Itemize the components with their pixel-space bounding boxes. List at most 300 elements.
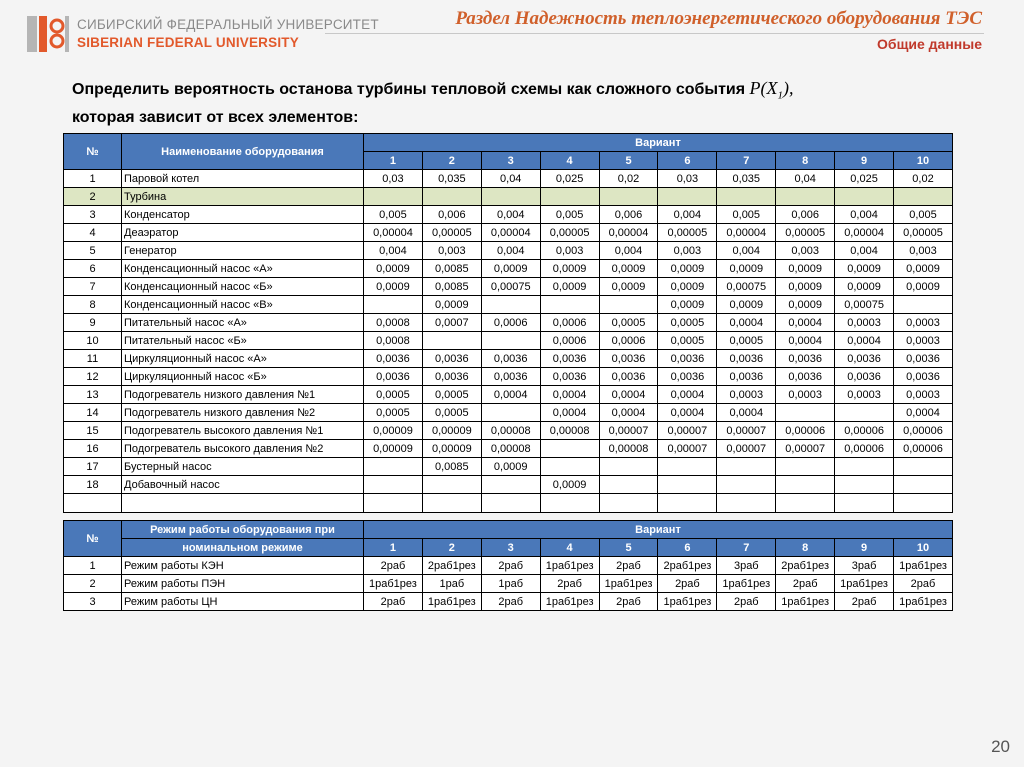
failure-value [658,476,717,494]
failure-value: 0,0009 [776,296,835,314]
mode-value: 1раб1рез [540,593,599,611]
failure-value: 0,0036 [835,350,894,368]
mode-value: 2раб [599,593,658,611]
failure-value: 0,00005 [894,224,953,242]
failure-value: 0,0009 [658,278,717,296]
table-row [64,224,953,242]
failure-value: 0,0036 [422,368,481,386]
empty-cell [599,494,658,513]
failure-value: 0,00075 [835,296,894,314]
empty-cell [122,494,364,513]
table-row [64,314,953,332]
failure-value [364,188,423,206]
failure-value: 0,00006 [835,422,894,440]
failure-value: 0,0036 [364,350,423,368]
empty-cell [894,494,953,513]
mode-value: 1раб [481,575,540,593]
failure-value: 0,004 [364,242,423,260]
equipment-name: Питательный насос «Б» [122,332,364,350]
failure-value: 0,0003 [894,332,953,350]
row-number: 1 [64,557,122,575]
mode-name: Режим работы ЦН [122,593,364,611]
mode-value: 3раб [835,557,894,575]
failure-value: 0,0085 [422,458,481,476]
mode-value: 1раб1рез [835,575,894,593]
equipment-name: Конденсатор [122,206,364,224]
failure-value: 0,03 [658,170,717,188]
failure-value [894,458,953,476]
failure-value: 0,00004 [717,224,776,242]
failure-value [422,476,481,494]
header-mode-line1: Режим работы оборудования при [122,521,364,539]
failure-value [894,188,953,206]
row-number: 3 [64,593,122,611]
failure-value: 0,0036 [540,368,599,386]
table-row [64,368,953,386]
empty-cell [422,494,481,513]
failure-value: 0,0009 [835,278,894,296]
empty-cell [776,494,835,513]
failure-value [658,188,717,206]
equipment-name: Генератор [122,242,364,260]
failure-value: 0,0036 [364,368,423,386]
failure-value [717,458,776,476]
variant-header: 10 [894,539,953,557]
failure-value: 0,004 [835,206,894,224]
failure-value: 0,0085 [422,278,481,296]
failure-value: 0,0004 [481,386,540,404]
failure-value: 0,0004 [776,314,835,332]
mode-value: 1раб1рез [422,593,481,611]
failure-value: 0,00006 [894,440,953,458]
equipment-name: Турбина [122,188,364,206]
failure-value: 0,0009 [364,278,423,296]
failure-value: 0,0036 [717,368,776,386]
table-row [64,386,953,404]
failure-value: 0,004 [599,242,658,260]
failure-value: 0,0005 [422,386,481,404]
failure-value: 0,004 [658,206,717,224]
equipment-rows [64,170,953,513]
variant-header: 3 [481,152,540,170]
mode-value: 2раб1рез [422,557,481,575]
failure-value: 0,005 [717,206,776,224]
mode-value: 2раб [894,575,953,593]
mode-value: 1раб1рез [894,593,953,611]
mode-value: 1раб1рез [658,593,717,611]
failure-value: 0,04 [481,170,540,188]
failure-value: 0,0036 [776,368,835,386]
variant-header: 5 [599,539,658,557]
variant-header: 8 [776,152,835,170]
failure-value [894,296,953,314]
failure-value [481,188,540,206]
failure-value: 0,0004 [599,386,658,404]
failure-value: 0,0005 [717,332,776,350]
failure-value: 0,0004 [717,404,776,422]
failure-value: 0,0008 [364,314,423,332]
mode-value: 2раб [481,557,540,575]
failure-value: 0,0004 [717,314,776,332]
failure-value: 0,006 [422,206,481,224]
failure-value: 0,0005 [422,404,481,422]
row-number: 3 [64,206,122,224]
mode-value: 2раб [540,575,599,593]
row-number: 8 [64,296,122,314]
failure-value [481,332,540,350]
failure-value: 0,006 [776,206,835,224]
spacer-row [64,494,953,513]
failure-value [481,404,540,422]
failure-value: 0,00004 [835,224,894,242]
failure-value [540,188,599,206]
failure-value: 0,0005 [364,386,423,404]
failure-value: 0,0009 [658,260,717,278]
failure-value [599,188,658,206]
empty-cell [481,494,540,513]
task-statement [72,78,952,128]
failure-value [422,332,481,350]
failure-value: 0,0036 [540,350,599,368]
equipment-name: Циркуляционный насос «А» [122,350,364,368]
row-number: 10 [64,332,122,350]
failure-value: 0,0036 [481,350,540,368]
header-variant: Вариант [364,521,953,539]
failure-value: 0,0036 [599,368,658,386]
failure-value: 0,0009 [894,260,953,278]
row-number: 15 [64,422,122,440]
failure-value [599,458,658,476]
failure-value: 0,0004 [658,386,717,404]
variant-header: 2 [422,539,481,557]
empty-cell [540,494,599,513]
university-logo [27,14,379,54]
task-text-before: Определить вероятность останова турбины тепловой схемы как сложного события [72,81,750,98]
variant-header: 5 [599,152,658,170]
formula-base: P(X [749,78,778,98]
failure-value: 0,0003 [894,386,953,404]
failure-value: 0,0003 [776,386,835,404]
failure-value: 0,0005 [658,314,717,332]
header-number: № [64,134,122,170]
variant-header: 6 [658,539,717,557]
failure-value: 0,00007 [599,422,658,440]
failure-value: 0,0004 [540,386,599,404]
failure-value: 0,035 [717,170,776,188]
failure-value: 0,00006 [835,440,894,458]
mode-value: 1раб [422,575,481,593]
table-row [64,260,953,278]
row-number: 5 [64,242,122,260]
failure-value: 0,0003 [835,314,894,332]
failure-value: 0,005 [894,206,953,224]
failure-value: 0,0004 [894,404,953,422]
failure-value: 0,00007 [717,422,776,440]
failure-value [894,476,953,494]
empty-cell [64,494,122,513]
equipment-name: Бустерный насос [122,458,364,476]
variant-header: 4 [540,539,599,557]
mode-value: 2раб [481,593,540,611]
variant-header: 8 [776,539,835,557]
failure-value: 0,0036 [658,350,717,368]
page-number: 20 [991,737,1010,756]
failure-value: 0,0085 [422,260,481,278]
variant-header: 2 [422,152,481,170]
task-text-after: которая зависит от всех элементов: [72,108,359,126]
failure-value: 0,00009 [422,440,481,458]
mode-value: 2раб [658,575,717,593]
failure-value: 0,04 [776,170,835,188]
failure-value [776,404,835,422]
failure-value: 0,00004 [364,224,423,242]
mode-rows [64,557,953,611]
failure-value: 0,0004 [599,404,658,422]
header-equipment-name: Наименование оборудования [122,134,364,170]
equipment-name: Конденсационный насос «Б» [122,278,364,296]
row-number: 1 [64,170,122,188]
mode-name: Режим работы КЭН [122,557,364,575]
table-row [64,593,953,611]
table-row [64,206,953,224]
failure-value: 0,025 [540,170,599,188]
operating-mode-table [63,520,953,611]
equipment-name: Деаэратор [122,224,364,242]
failure-value [835,476,894,494]
failure-value: 0,0009 [540,476,599,494]
failure-value: 0,00005 [658,224,717,242]
failure-value [717,188,776,206]
failure-value: 0,004 [481,242,540,260]
mode-value: 2раб [364,593,423,611]
empty-cell [364,494,423,513]
failure-value: 0,0003 [894,314,953,332]
variant-number-row [64,539,953,557]
equipment-name: Добавочный насос [122,476,364,494]
row-number: 14 [64,404,122,422]
variant-header: 7 [717,152,776,170]
formula-end: ), [783,78,794,98]
row-number: 2 [64,188,122,206]
equipment-name: Паровой котел [122,170,364,188]
failure-value [658,458,717,476]
failure-value: 0,004 [481,206,540,224]
failure-value [540,440,599,458]
failure-value: 0,0009 [894,278,953,296]
equipment-name: Конденсационный насос «А» [122,260,364,278]
failure-value [540,296,599,314]
failure-value [422,188,481,206]
mode-value: 1раб1рез [894,557,953,575]
table-row [64,350,953,368]
table-row [64,440,953,458]
variant-header: 10 [894,152,953,170]
mode-name: Режим работы ПЭН [122,575,364,593]
variant-header: 1 [364,539,423,557]
failure-value: 0,00008 [540,422,599,440]
failure-value: 0,00008 [481,422,540,440]
equipment-name: Питательный насос «А» [122,314,364,332]
failure-value: 0,00075 [717,278,776,296]
table-row [64,476,953,494]
failure-value: 0,0036 [481,368,540,386]
failure-value: 0,0009 [717,296,776,314]
table-row [64,170,953,188]
mode-value: 2раб1рез [776,557,835,575]
equipment-name: Подогреватель низкого давления №2 [122,404,364,422]
failure-value: 0,0009 [599,278,658,296]
university-emblem-icon [27,14,71,54]
failure-value: 0,00007 [717,440,776,458]
failure-value: 0,004 [835,242,894,260]
section-title: Раздел Надежность теплоэнергетического оборудования ТЭС [455,8,982,29]
row-number: 18 [64,476,122,494]
failure-value: 0,0009 [540,278,599,296]
failure-value: 0,005 [540,206,599,224]
failure-value: 0,00006 [894,422,953,440]
row-number: 16 [64,440,122,458]
equipment-name: Подогреватель высокого давления №1 [122,422,364,440]
failure-value: 0,00004 [481,224,540,242]
failure-value: 0,0003 [835,386,894,404]
equipment-name: Подогреватель низкого давления №1 [122,386,364,404]
failure-value: 0,003 [422,242,481,260]
header-variant: Вариант [364,134,953,152]
mode-value: 2раб [717,593,776,611]
failure-value: 0,0036 [717,350,776,368]
row-number: 12 [64,368,122,386]
mode-value: 2раб [776,575,835,593]
failure-value: 0,003 [658,242,717,260]
failure-value: 0,02 [894,170,953,188]
failure-value [364,296,423,314]
failure-value: 0,0005 [364,404,423,422]
mode-value: 1раб1рез [776,593,835,611]
failure-value: 0,00008 [481,440,540,458]
failure-value [835,404,894,422]
failure-value: 0,0009 [835,260,894,278]
task-formula [749,78,794,102]
failure-value: 0,03 [364,170,423,188]
failure-value: 0,0009 [422,296,481,314]
failure-value: 0,0009 [658,296,717,314]
failure-value: 0,0004 [776,332,835,350]
failure-value: 0,00004 [599,224,658,242]
equipment-failure-table [63,133,953,513]
row-number: 9 [64,314,122,332]
failure-value: 0,0009 [599,260,658,278]
failure-value: 0,035 [422,170,481,188]
equipment-name: Конденсационный насос «В» [122,296,364,314]
failure-value [481,296,540,314]
failure-value: 0,00007 [658,440,717,458]
failure-value: 0,0036 [658,368,717,386]
failure-value: 0,0036 [599,350,658,368]
failure-value: 0,0008 [364,332,423,350]
failure-value: 0,0036 [776,350,835,368]
row-number: 13 [64,386,122,404]
table-row [64,242,953,260]
failure-value: 0,00005 [540,224,599,242]
failure-value: 0,0009 [364,260,423,278]
failure-value: 0,00007 [776,440,835,458]
equipment-name: Циркуляционный насос «Б» [122,368,364,386]
failure-value: 0,003 [776,242,835,260]
mode-value: 2раб [835,593,894,611]
failure-value [776,188,835,206]
failure-value: 0,0036 [894,368,953,386]
failure-value: 0,0009 [717,260,776,278]
table-row [64,557,953,575]
failure-value: 0,0007 [422,314,481,332]
formula-subscript: 1 [777,89,784,102]
failure-value: 0,00008 [599,440,658,458]
variant-header: 9 [835,539,894,557]
mode-value: 2раб1рез [658,557,717,575]
failure-value: 0,0036 [894,350,953,368]
mode-value: 1раб1рез [364,575,423,593]
failure-value: 0,00007 [658,422,717,440]
variant-header: 1 [364,152,423,170]
failure-value [599,296,658,314]
failure-value: 0,0006 [540,332,599,350]
section-subtitle: Общие данные [877,36,982,52]
row-number: 17 [64,458,122,476]
failure-value [364,476,423,494]
variant-header: 4 [540,152,599,170]
failure-value [717,476,776,494]
failure-value: 0,0004 [658,404,717,422]
variant-header: 9 [835,152,894,170]
failure-value: 0,00005 [422,224,481,242]
failure-value: 0,025 [835,170,894,188]
header-mode-line2: номинальном режиме [122,539,364,557]
failure-value: 0,0009 [481,458,540,476]
failure-value [835,188,894,206]
failure-value: 0,00009 [422,422,481,440]
failure-value: 0,0004 [835,332,894,350]
failure-value: 0,0036 [835,368,894,386]
failure-value: 0,0006 [481,314,540,332]
mode-value: 1раб1рез [599,575,658,593]
mode-value: 1раб1рез [540,557,599,575]
header-number: № [64,521,122,557]
table-row [64,404,953,422]
mode-value: 2раб [364,557,423,575]
failure-value: 0,0003 [717,386,776,404]
failure-value: 0,003 [894,242,953,260]
table-row [64,278,953,296]
empty-cell [835,494,894,513]
table-row [64,296,953,314]
variant-header: 6 [658,152,717,170]
failure-value: 0,00075 [481,278,540,296]
failure-value: 0,00006 [776,422,835,440]
failure-value: 0,0005 [599,314,658,332]
failure-value [540,458,599,476]
empty-cell [717,494,776,513]
failure-value: 0,005 [364,206,423,224]
table-row [64,188,953,206]
failure-value: 0,004 [717,242,776,260]
failure-value: 0,0005 [658,332,717,350]
mode-value: 1раб1рез [717,575,776,593]
failure-value [481,476,540,494]
failure-value: 0,003 [540,242,599,260]
equipment-name: Подогреватель высокого давления №2 [122,440,364,458]
mode-value: 3раб [717,557,776,575]
table-row [64,575,953,593]
